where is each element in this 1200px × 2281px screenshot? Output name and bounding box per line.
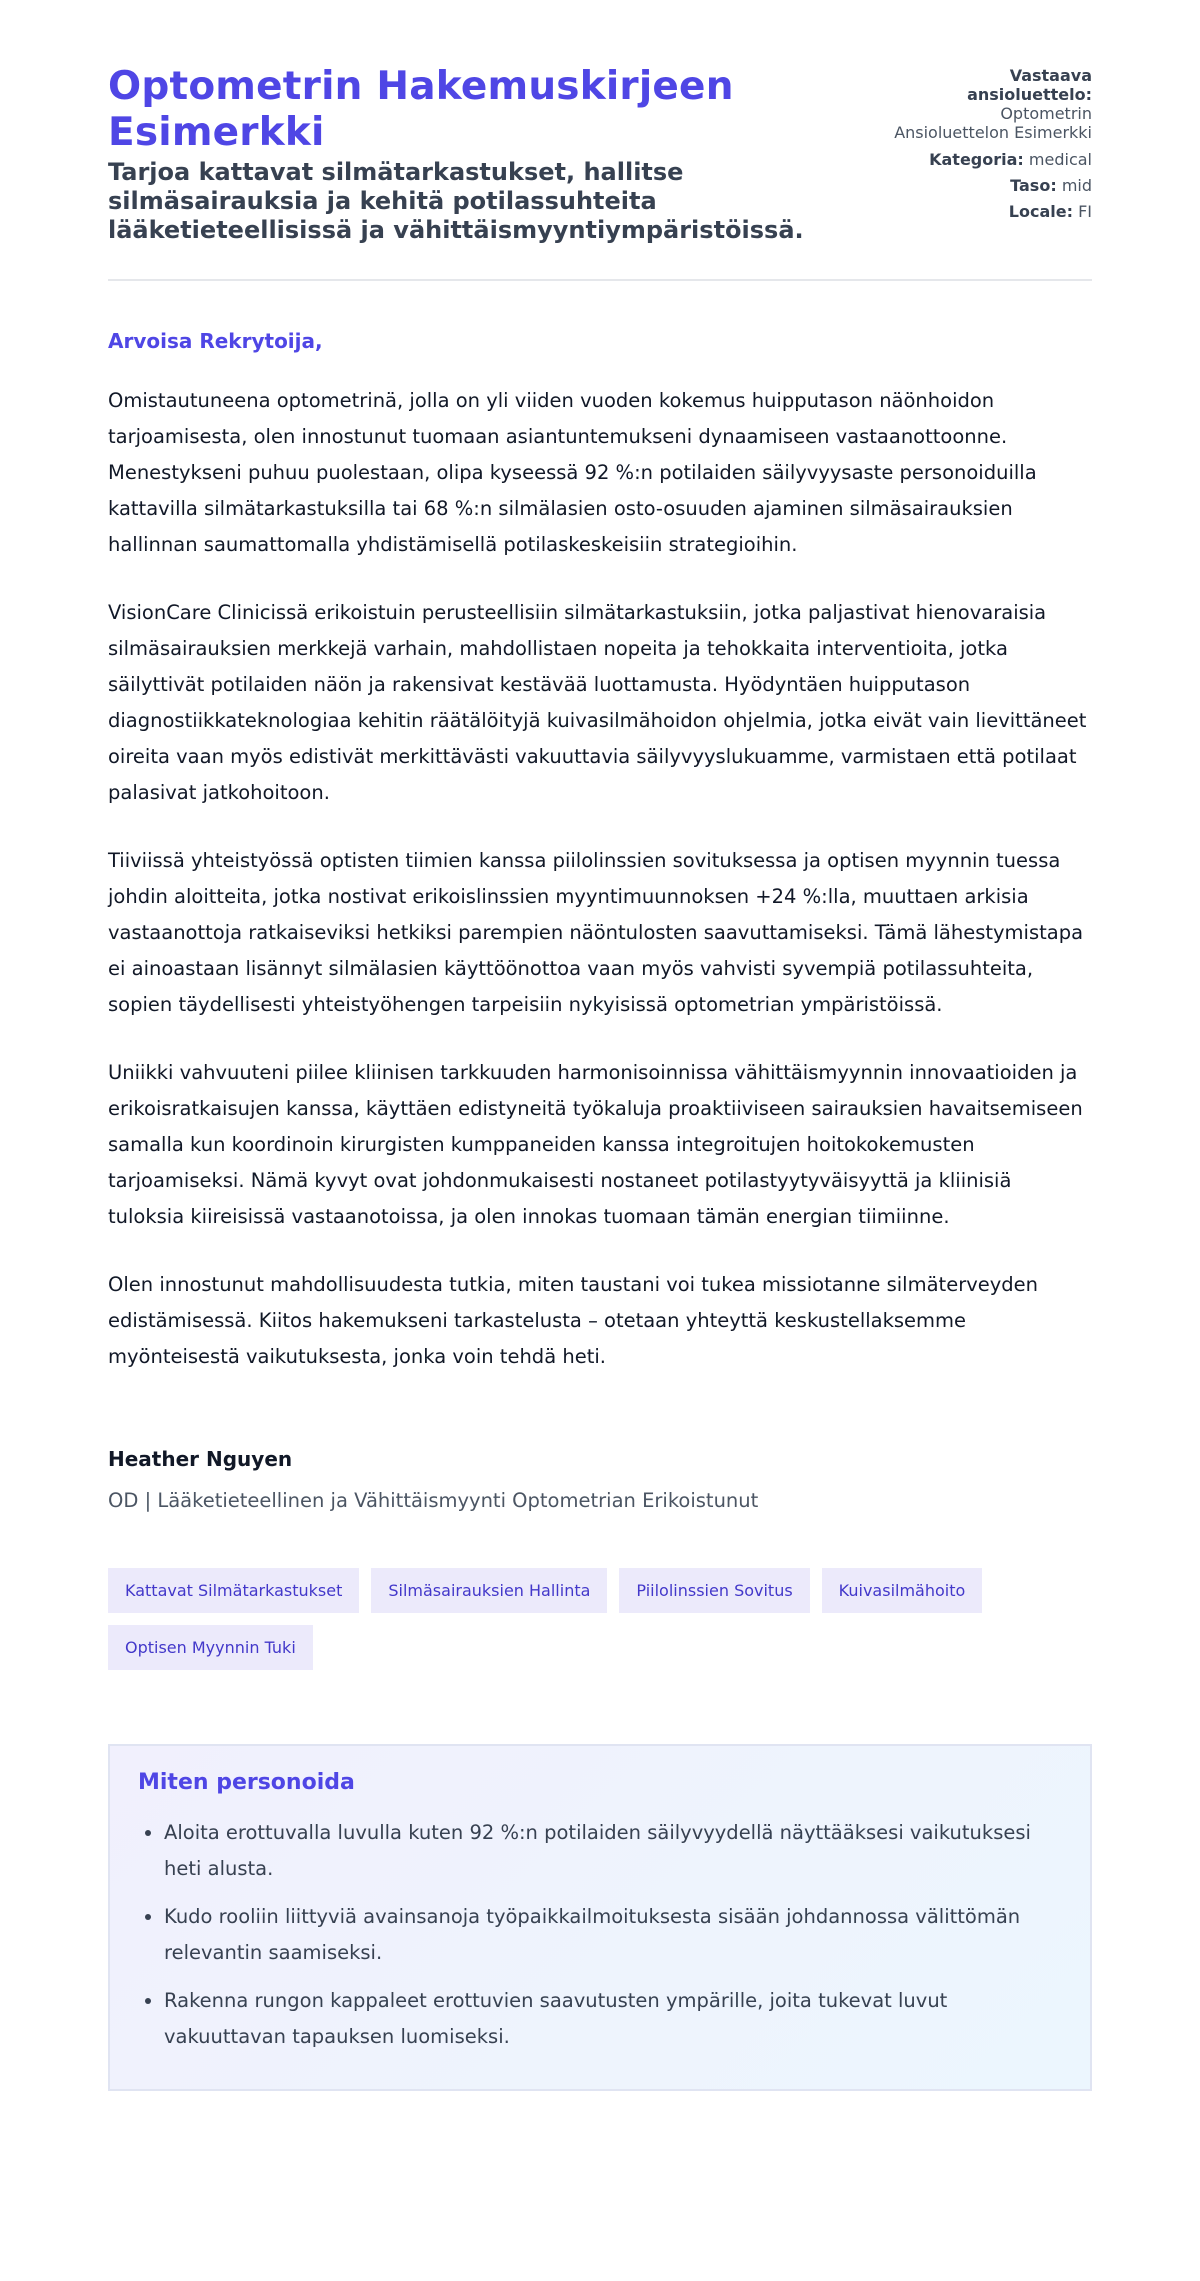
meta-category [893,150,1092,169]
tips-title: Miten personoida [138,1770,355,1795]
page-subtitle: Tarjoa kattavat silmätarkastukset, hallitse silmäsairauksia ja kehitä potilassuhteita lääketieteellisissä ja vähittäismyyntiympäristöissä. [108,158,804,244]
document-header [108,64,1092,281]
meta-category-label: Kategoria: [929,150,1024,169]
skill-tag: Silmäsairauksien Hallinta [371,1568,607,1613]
letter-paragraph: Omistautuneena optometrinä, jolla on yli viiden vuoden kokemus huipputason näönhoidon tarjoamisesta, olen innostunut tuomaan asiantuntemukseni dynaamiseen vastaanottoonne. Menestykseni puhuu puolestaan, olipa kyseessä 92 %:n potilaiden säilyvyysaste personoiduilla kattavilla silmätarkastuksilla tai 68 %:n silmälasien osto-osuuden ajaminen silmäsairauksien hallinnan saumattomalla yhdistämisellä potilaskeskeisiin strategioihin. [108,389,1037,556]
letter-paragraph: VisionCare Clinicissä erikoistuin perusteellisiin silmätarkastuksiin, jotka paljastivat hienovaraisia silmäsairauksien merkkejä varhain, mahdollistaen nopeita ja tehokkaita interventioita, jotka säilyttivät potilaiden näön ja rakensivat kestävää luottamusta. Hyödyntäen huipputason diagnostiikkateknologiaa kehitin räätälöityjä kuivasilmähoidon ohjelmia, jotka eivät vain lievittäneet oireita vaan myös edistivät merkittävästi vakuuttavia säilyvyyslukuamme, varmistaen että potilaat palasivat jatkohoitoon. [108,601,1087,804]
meta-resume [893,66,1092,142]
skill-tag: Optisen Myynnin Tuki [108,1625,313,1670]
skill-tag: Kuivasilmähoito [822,1568,983,1613]
personalization-tips [108,1744,1092,2091]
letter-body [108,329,1092,1375]
meta-level-value: mid [1061,176,1092,195]
meta-level [893,176,1092,195]
meta-locale-value: FI [1078,202,1092,221]
meta-locale [893,202,1092,221]
tip-item: • Aloita erottuvalla luvulla kuten 92 %:n potilaiden säilyvyydellä näyttääksesi vaikutuksesi heti alusta. [164,1815,1062,1887]
skill-tags [108,1568,1098,1670]
skill-tag: Kattavat Silmätarkastukset [108,1568,359,1613]
signature-name: Heather Nguyen [108,1447,293,1471]
signature-title: OD | Lääketieteellinen ja Vähittäismyynti Optometrian Erikoistunut [108,1489,759,1512]
tip-item: • Kudo rooliin liittyviä avainsanoja työpaikkailmoituksesta sisään johdannossa välittömän relevantin saamiseksi. [164,1899,1062,1971]
meta-locale-label: Locale: [1008,202,1073,221]
letter-paragraph: Olen innostunut mahdollisuudesta tutkia, miten taustani voi tukea missiotanne silmäterveyden edistämisessä. Kiitos hakemukseni tarkastelusta – otetaan yhteyttä keskustellaksemme myönteisestä vaikutuksesta, jonka voin tehdä heti. [108,1273,1039,1368]
meta-resume-value: Optometrin Ansioluettelon Esimerkki [894,104,1092,142]
meta-resume-label: Vastaava ansioluettelo: [967,66,1092,104]
meta-level-label: Taso: [1010,176,1057,195]
page-title: Optometrin Hakemuskirjeen Esimerkki [108,64,734,155]
tip-item: • Rakenna rungon kappaleet erottuvien saavutusten ympärille, joita tukevat luvut vakuuttavan tapauksen luomiseksi. [164,1983,1062,2055]
salutation: Arvoisa Rekrytoija, [108,329,323,353]
header-titles [108,64,893,245]
document-meta [893,66,1092,228]
letter-paragraph: Tiiviissä yhteistyössä optisten tiimien kanssa piilolinssien sovituksessa ja optisen myynnin tuessa johdin aloitteita, jotka nostivat erikoislinssien myyntimuunnoksen +24 %:lla, muuttaen arkisia vastaanottoja ratkaiseviksi hetkiksi parempien näöntulosten saavuttamiseksi. Tämä lähestymistapa ei ainoastaan lisännyt silmälasien käyttöönottoa vaan myös vahvisti syvempiä potilassuhteita, sopien täydellisesti yhteistyöhengen tarpeisiin nykyisissä optometrian ympäristöissä. [108,849,1084,1016]
skill-tag: Piilolinssien Sovitus [619,1568,809,1613]
letter-paragraph: Uniikki vahvuuteni piilee kliinisen tarkkuuden harmonisoinnissa vähittäismyynnin innovaatioiden ja erikoisratkaisujen kanssa, käyttäen edistyneitä työkaluja proaktiiviseen sairauksien havaitsemiseen samalla kun koordinoin kirurgisten kumppaneiden kanssa integroitujen hoitokokemusten tarjoamiseksi. Nämä kyvyt ovat johdonmukaisesti nostaneet potilastyytyväisyyttä ja kliinisiä tuloksia kiireisissä vastaanotoissa, ja olen innokas tuomaan tämän energian tiimiinne. [108,1061,1083,1228]
meta-category-value: medical [1028,150,1092,169]
tips-list [138,1815,1062,2055]
signature-block [108,1447,1092,1512]
